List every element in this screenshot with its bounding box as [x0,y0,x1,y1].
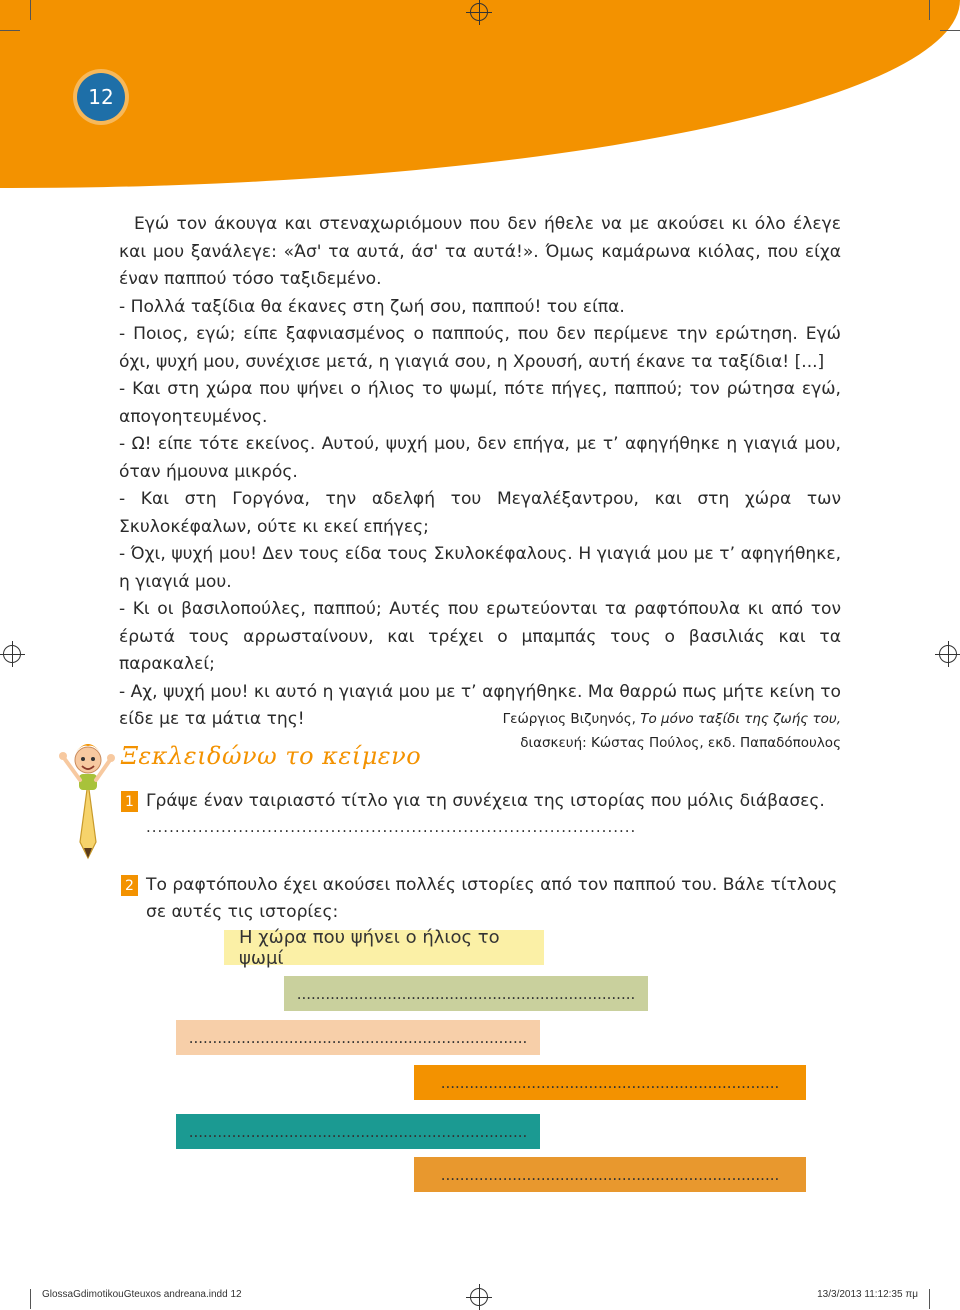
pencil-mascot-icon [58,730,118,862]
story-text [119,211,841,734]
story-paragraph: - Και στη χώρα που ψήνει ο ήλιος το ψωμί, πότε πήγες, παππού; τον ρώτησα εγώ, απογοητευμένος. [119,379,841,427]
question-text: Το ραφτόπουλο έχει ακούσει πολλές ιστορίες από τον παππού του. Βάλε τίτλους σε αυτές τις ιστορίες: [146,875,838,922]
title-answer-bar[interactable]: ....................................................................... [414,1157,806,1192]
title-answer-bar[interactable]: ....................................................................... [414,1065,806,1100]
registration-mark-icon [470,1288,488,1306]
story-paragraph: - Και στη Γοργόνα, την αδελφή του Μεγαλέξαντρου, και στη χώρα των Σκυλοκέφαλων, ούτε κι εκεί επήγες; [119,489,841,537]
registration-mark-icon [939,645,957,663]
story-paragraph: - Πολλά ταξίδια θα έκανες στη ζωή σου, παππού! του είπα. [119,296,625,317]
footer-filename: GlossaGdimotikouGteuxos andreana.indd 12 [42,1289,242,1300]
question-number-badge: 1 [121,791,138,812]
registration-mark-icon [3,645,21,663]
header-band [0,0,960,188]
citation-author: Γεώργιος Βιζυηνός, [502,711,636,727]
title-answer-bar[interactable]: ....................................................................... [284,976,648,1011]
story-paragraph: - Ποιος, εγώ; είπε ξαφνιασμένος ο παππούς, που δεν περίμενε την ερώτηση. Εγώ όχι, ψυχή μου, συνέχισε μετά, η γιαγιά σου, η Χρουσή, αυτή έκανε τα ταξίδια! [...] [119,324,841,372]
example-title-bar: Η χώρα που ψήνει ο ήλιος το ψωμί [224,930,544,965]
story-paragraph: Εγώ τον άκουγα και στεναχωριόμουν που δεν ήθελε να με ακούσει κι όλο έλεγε και μου ξανάλεγε: «Άσ' τα αυτά, άσ' τα αυτά!». Όμως καμάρωνα κιόλας, που είχα έναν παππού τόσο ταξιδεμένο. [119,214,841,289]
crop-mark [0,30,20,31]
citation [503,707,841,755]
story-paragraph: - Ω! είπε τότε εκείνος. Αυτού, ψυχή μου, δεν επήγα, με τ’ αφηγήθηκε η γιαγιά μου, όταν ήμουνα μικρός. [119,434,841,482]
crop-mark [929,1289,930,1309]
registration-mark-icon [470,3,488,21]
crop-mark [30,0,31,20]
crop-mark [940,30,960,31]
footer-timestamp: 13/3/2013 11:12:35 πμ [817,1289,918,1300]
citation-adaptation: διασκευή: Κώστας Πούλος, εκδ. Παπαδόπουλος [520,735,841,751]
crop-mark [30,1289,31,1309]
citation-work: Το μόνο ταξίδι της ζωής του, [640,711,841,727]
title-answer-bar[interactable]: ....................................................................... [176,1114,540,1149]
answer-line[interactable]: ..................................................................................... [146,818,637,836]
page-number-badge: 12 [77,73,125,121]
question-text: Γράψε έναν ταιριαστό τίτλο για τη συνέχεια της ιστορίας που μόλις διάβασες. [146,791,825,811]
story-paragraph: - Κι οι βασιλοπούλες, παππού; Αυτές που ερωτεύονται τα ραφτόπουλα κι από τον έρωτά τους αρρωσταίνουν, και τρέχει ο μπαμπάς τους ο βασιλιάς και τα παρακαλεί; [119,599,841,674]
story-paragraph: - Όχι, ψυχή μου! Δεν τους είδα τους Σκυλοκέφαλους. Η γιαγιά μου με τ’ αφηγήθηκε, η γιαγιά μου. [119,544,841,592]
story-paragraph: - Αχ, ψυχή μου! κι αυτό η γιαγιά μου με τ’ αφηγήθηκε. Μα θαρρώ πως μήτε κείνη το είδε με τα μάτια της! [119,681,841,729]
section-title: Ξεκλειδώνω το κείμενο [121,742,422,770]
title-answer-bar[interactable]: ....................................................................... [176,1020,540,1055]
question-number-badge: 2 [121,875,138,896]
crop-mark [929,0,930,20]
